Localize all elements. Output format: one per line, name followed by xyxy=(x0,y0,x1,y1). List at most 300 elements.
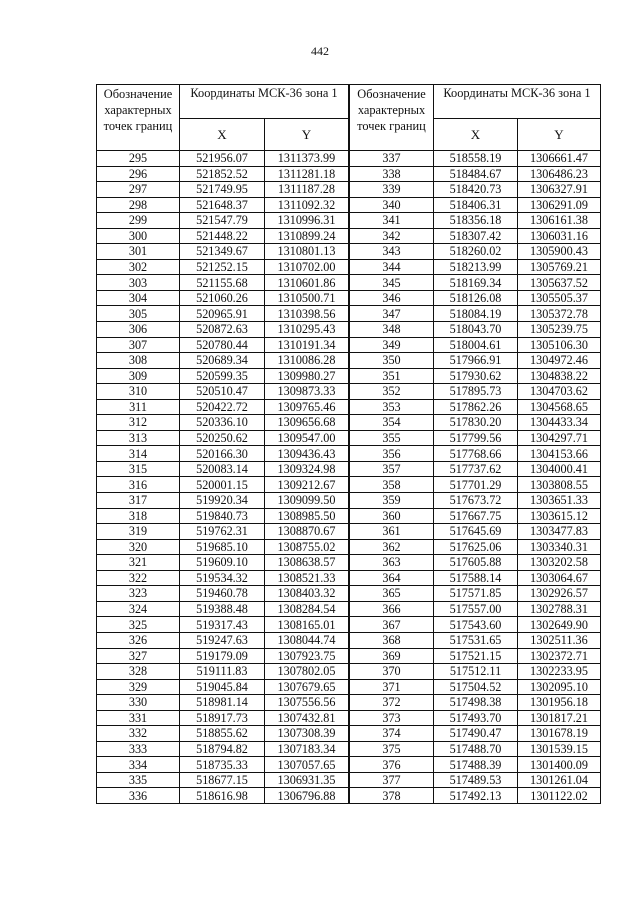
table-row xyxy=(97,508,349,524)
point-number-cell: 375 xyxy=(350,741,434,757)
point-number-cell: 305 xyxy=(97,306,180,322)
coordinates-table-left xyxy=(96,84,349,804)
point-number-cell: 371 xyxy=(350,679,434,695)
y-coordinate-cell: 1303615.12 xyxy=(518,508,601,524)
table-row xyxy=(97,726,349,742)
point-number-cell: 369 xyxy=(350,648,434,664)
x-coordinate-cell: 519247.63 xyxy=(180,632,265,648)
x-coordinate-cell: 521349.67 xyxy=(180,244,265,260)
table-row xyxy=(97,446,349,462)
y-coordinate-cell: 1310398.56 xyxy=(265,306,349,322)
y-coordinate-cell: 1307308.39 xyxy=(265,726,349,742)
table-row xyxy=(350,384,601,400)
x-coordinate-cell: 520250.62 xyxy=(180,430,265,446)
point-number-cell: 350 xyxy=(350,353,434,369)
table-row xyxy=(97,679,349,695)
table-row xyxy=(350,275,601,291)
y-coordinate-cell: 1304703.62 xyxy=(518,384,601,400)
point-number-cell: 342 xyxy=(350,228,434,244)
y-coordinate-cell: 1306327.91 xyxy=(518,182,601,198)
point-number-cell: 363 xyxy=(350,555,434,571)
table-row xyxy=(97,539,349,555)
table-row xyxy=(97,664,349,680)
x-coordinate-cell: 517701.29 xyxy=(434,477,518,493)
point-number-cell: 355 xyxy=(350,430,434,446)
table-row xyxy=(350,772,601,788)
y-coordinate-cell: 1309656.68 xyxy=(265,415,349,431)
table-row xyxy=(97,197,349,213)
header-y: Y xyxy=(265,119,349,151)
x-coordinate-cell: 519388.48 xyxy=(180,601,265,617)
point-number-cell: 306 xyxy=(97,322,180,338)
x-coordinate-cell: 517673.72 xyxy=(434,493,518,509)
y-coordinate-cell: 1308870.67 xyxy=(265,524,349,540)
point-number-cell: 303 xyxy=(97,275,180,291)
coordinates-table-right xyxy=(349,84,601,804)
table-row xyxy=(350,461,601,477)
y-coordinate-cell: 1306161.38 xyxy=(518,213,601,229)
point-number-cell: 377 xyxy=(350,772,434,788)
point-number-cell: 368 xyxy=(350,632,434,648)
point-number-cell: 297 xyxy=(97,182,180,198)
table-row xyxy=(350,244,601,260)
x-coordinate-cell: 519685.10 xyxy=(180,539,265,555)
y-coordinate-cell: 1307556.56 xyxy=(265,695,349,711)
point-number-cell: 300 xyxy=(97,228,180,244)
point-number-cell: 354 xyxy=(350,415,434,431)
table-row xyxy=(97,757,349,773)
table-row xyxy=(97,601,349,617)
table-row xyxy=(97,384,349,400)
table-row xyxy=(350,741,601,757)
header-coord-system: Координаты МСК-36 зона 1 xyxy=(434,85,601,119)
y-coordinate-cell: 1301956.18 xyxy=(518,695,601,711)
x-coordinate-cell: 519920.34 xyxy=(180,493,265,509)
y-coordinate-cell: 1308755.02 xyxy=(265,539,349,555)
x-coordinate-cell: 518794.82 xyxy=(180,741,265,757)
x-coordinate-cell: 521648.37 xyxy=(180,197,265,213)
x-coordinate-cell: 520872.63 xyxy=(180,322,265,338)
x-coordinate-cell: 520780.44 xyxy=(180,337,265,353)
y-coordinate-cell: 1309436.43 xyxy=(265,446,349,462)
table-row xyxy=(350,290,601,306)
y-coordinate-cell: 1310801.13 xyxy=(265,244,349,260)
x-coordinate-cell: 521547.79 xyxy=(180,213,265,229)
x-coordinate-cell: 517667.75 xyxy=(434,508,518,524)
x-coordinate-cell: 521749.95 xyxy=(180,182,265,198)
y-coordinate-cell: 1310086.28 xyxy=(265,353,349,369)
point-number-cell: 321 xyxy=(97,555,180,571)
table-row xyxy=(350,757,601,773)
table-row xyxy=(97,710,349,726)
x-coordinate-cell: 518126.08 xyxy=(434,290,518,306)
table-row xyxy=(97,275,349,291)
table-row xyxy=(97,166,349,182)
y-coordinate-cell: 1303202.58 xyxy=(518,555,601,571)
y-coordinate-cell: 1304972.46 xyxy=(518,353,601,369)
y-coordinate-cell: 1302372.71 xyxy=(518,648,601,664)
y-coordinate-cell: 1306486.23 xyxy=(518,166,601,182)
point-number-cell: 326 xyxy=(97,632,180,648)
y-coordinate-cell: 1311092.32 xyxy=(265,197,349,213)
point-number-cell: 345 xyxy=(350,275,434,291)
table-row xyxy=(97,586,349,602)
table-body-left xyxy=(97,151,349,804)
y-coordinate-cell: 1303477.83 xyxy=(518,524,601,540)
x-coordinate-cell: 520510.47 xyxy=(180,384,265,400)
point-number-cell: 370 xyxy=(350,664,434,680)
point-number-cell: 340 xyxy=(350,197,434,213)
y-coordinate-cell: 1306291.09 xyxy=(518,197,601,213)
x-coordinate-cell: 517930.62 xyxy=(434,368,518,384)
point-number-cell: 332 xyxy=(97,726,180,742)
x-coordinate-cell: 518406.31 xyxy=(434,197,518,213)
y-coordinate-cell: 1305505.37 xyxy=(518,290,601,306)
table-row xyxy=(350,151,601,167)
point-number-cell: 319 xyxy=(97,524,180,540)
table-row xyxy=(350,555,601,571)
point-number-cell: 328 xyxy=(97,664,180,680)
x-coordinate-cell: 520336.10 xyxy=(180,415,265,431)
y-coordinate-cell: 1307057.65 xyxy=(265,757,349,773)
table-row xyxy=(97,695,349,711)
point-number-cell: 343 xyxy=(350,244,434,260)
table-row xyxy=(97,353,349,369)
table-row xyxy=(97,632,349,648)
y-coordinate-cell: 1308165.01 xyxy=(265,617,349,633)
x-coordinate-cell: 520422.72 xyxy=(180,399,265,415)
x-coordinate-cell: 518981.14 xyxy=(180,695,265,711)
table-row xyxy=(350,415,601,431)
y-coordinate-cell: 1310191.34 xyxy=(265,337,349,353)
y-coordinate-cell: 1306796.88 xyxy=(265,788,349,804)
x-coordinate-cell: 518307.42 xyxy=(434,228,518,244)
y-coordinate-cell: 1302095.10 xyxy=(518,679,601,695)
point-number-cell: 357 xyxy=(350,461,434,477)
table-row xyxy=(350,337,601,353)
table-row xyxy=(350,182,601,198)
table-row xyxy=(350,788,601,804)
table-row xyxy=(97,493,349,509)
y-coordinate-cell: 1309873.33 xyxy=(265,384,349,400)
x-coordinate-cell: 517830.20 xyxy=(434,415,518,431)
point-number-cell: 338 xyxy=(350,166,434,182)
table-row xyxy=(97,477,349,493)
point-number-cell: 309 xyxy=(97,368,180,384)
y-coordinate-cell: 1311187.28 xyxy=(265,182,349,198)
y-coordinate-cell: 1308284.54 xyxy=(265,601,349,617)
point-number-cell: 304 xyxy=(97,290,180,306)
point-number-cell: 317 xyxy=(97,493,180,509)
point-number-cell: 318 xyxy=(97,508,180,524)
y-coordinate-cell: 1301817.21 xyxy=(518,710,601,726)
table-row xyxy=(97,741,349,757)
point-number-cell: 356 xyxy=(350,446,434,462)
y-coordinate-cell: 1305900.43 xyxy=(518,244,601,260)
point-number-cell: 336 xyxy=(97,788,180,804)
table-row xyxy=(97,244,349,260)
point-number-cell: 311 xyxy=(97,399,180,415)
point-number-cell: 360 xyxy=(350,508,434,524)
table-row xyxy=(97,182,349,198)
y-coordinate-cell: 1308403.32 xyxy=(265,586,349,602)
x-coordinate-cell: 517504.52 xyxy=(434,679,518,695)
y-coordinate-cell: 1308044.74 xyxy=(265,632,349,648)
point-number-cell: 339 xyxy=(350,182,434,198)
y-coordinate-cell: 1307432.81 xyxy=(265,710,349,726)
y-coordinate-cell: 1302788.31 xyxy=(518,601,601,617)
x-coordinate-cell: 520001.15 xyxy=(180,477,265,493)
header-x: X xyxy=(434,119,518,151)
table-row xyxy=(350,399,601,415)
y-coordinate-cell: 1301539.15 xyxy=(518,741,601,757)
x-coordinate-cell: 518917.73 xyxy=(180,710,265,726)
point-number-cell: 314 xyxy=(97,446,180,462)
point-number-cell: 351 xyxy=(350,368,434,384)
y-coordinate-cell: 1304568.65 xyxy=(518,399,601,415)
point-number-cell: 298 xyxy=(97,197,180,213)
table-row xyxy=(97,461,349,477)
x-coordinate-cell: 519609.10 xyxy=(180,555,265,571)
table-row xyxy=(97,228,349,244)
point-number-cell: 367 xyxy=(350,617,434,633)
x-coordinate-cell: 521448.22 xyxy=(180,228,265,244)
table-row xyxy=(350,524,601,540)
y-coordinate-cell: 1302233.95 xyxy=(518,664,601,680)
x-coordinate-cell: 517531.65 xyxy=(434,632,518,648)
x-coordinate-cell: 518213.99 xyxy=(434,259,518,275)
y-coordinate-cell: 1301678.19 xyxy=(518,726,601,742)
table-row xyxy=(350,679,601,695)
y-coordinate-cell: 1304000.41 xyxy=(518,461,601,477)
point-number-cell: 376 xyxy=(350,757,434,773)
x-coordinate-cell: 520599.35 xyxy=(180,368,265,384)
x-coordinate-cell: 518420.73 xyxy=(434,182,518,198)
table-row xyxy=(350,695,601,711)
x-coordinate-cell: 518735.33 xyxy=(180,757,265,773)
y-coordinate-cell: 1307802.05 xyxy=(265,664,349,680)
table-row xyxy=(350,430,601,446)
x-coordinate-cell: 517490.47 xyxy=(434,726,518,742)
table-row xyxy=(350,601,601,617)
y-coordinate-cell: 1305637.52 xyxy=(518,275,601,291)
table-row xyxy=(97,322,349,338)
y-coordinate-cell: 1301122.02 xyxy=(518,788,601,804)
point-number-cell: 366 xyxy=(350,601,434,617)
point-number-cell: 378 xyxy=(350,788,434,804)
x-coordinate-cell: 519762.31 xyxy=(180,524,265,540)
point-number-cell: 312 xyxy=(97,415,180,431)
x-coordinate-cell: 518855.62 xyxy=(180,726,265,742)
y-coordinate-cell: 1307923.75 xyxy=(265,648,349,664)
table-row xyxy=(350,508,601,524)
x-coordinate-cell: 517493.70 xyxy=(434,710,518,726)
x-coordinate-cell: 517488.39 xyxy=(434,757,518,773)
table-row xyxy=(97,213,349,229)
point-number-cell: 365 xyxy=(350,586,434,602)
table-row xyxy=(350,493,601,509)
point-number-cell: 323 xyxy=(97,586,180,602)
x-coordinate-cell: 518484.67 xyxy=(434,166,518,182)
x-coordinate-cell: 518356.18 xyxy=(434,213,518,229)
point-number-cell: 352 xyxy=(350,384,434,400)
x-coordinate-cell: 518677.15 xyxy=(180,772,265,788)
point-number-cell: 373 xyxy=(350,710,434,726)
x-coordinate-cell: 521956.07 xyxy=(180,151,265,167)
x-coordinate-cell: 520083.14 xyxy=(180,461,265,477)
y-coordinate-cell: 1311281.18 xyxy=(265,166,349,182)
x-coordinate-cell: 517588.14 xyxy=(434,570,518,586)
table-row xyxy=(97,399,349,415)
point-number-cell: 372 xyxy=(350,695,434,711)
point-number-cell: 316 xyxy=(97,477,180,493)
y-coordinate-cell: 1305239.75 xyxy=(518,322,601,338)
table-row xyxy=(97,570,349,586)
table-row xyxy=(97,259,349,275)
y-coordinate-cell: 1311373.99 xyxy=(265,151,349,167)
point-number-cell: 344 xyxy=(350,259,434,275)
x-coordinate-cell: 517557.00 xyxy=(434,601,518,617)
table-row xyxy=(97,524,349,540)
x-coordinate-cell: 518616.98 xyxy=(180,788,265,804)
table-row xyxy=(350,570,601,586)
x-coordinate-cell: 518004.61 xyxy=(434,337,518,353)
x-coordinate-cell: 517488.70 xyxy=(434,741,518,757)
table-row xyxy=(350,368,601,384)
point-number-cell: 358 xyxy=(350,477,434,493)
y-coordinate-cell: 1304838.22 xyxy=(518,368,601,384)
header-coord-system: Координаты МСК-36 зона 1 xyxy=(180,85,349,119)
table-row xyxy=(350,213,601,229)
y-coordinate-cell: 1305106.30 xyxy=(518,337,601,353)
point-number-cell: 331 xyxy=(97,710,180,726)
point-number-cell: 374 xyxy=(350,726,434,742)
y-coordinate-cell: 1310601.86 xyxy=(265,275,349,291)
point-number-cell: 320 xyxy=(97,539,180,555)
y-coordinate-cell: 1305372.78 xyxy=(518,306,601,322)
y-coordinate-cell: 1303808.55 xyxy=(518,477,601,493)
table-row xyxy=(97,648,349,664)
point-number-cell: 322 xyxy=(97,570,180,586)
x-coordinate-cell: 521852.52 xyxy=(180,166,265,182)
point-number-cell: 325 xyxy=(97,617,180,633)
x-coordinate-cell: 518260.02 xyxy=(434,244,518,260)
table-row xyxy=(350,322,601,338)
point-number-cell: 347 xyxy=(350,306,434,322)
point-number-cell: 327 xyxy=(97,648,180,664)
table-body-right xyxy=(350,151,601,804)
x-coordinate-cell: 518043.70 xyxy=(434,322,518,338)
y-coordinate-cell: 1310295.43 xyxy=(265,322,349,338)
table-row xyxy=(97,788,349,804)
y-coordinate-cell: 1310996.31 xyxy=(265,213,349,229)
y-coordinate-cell: 1309099.50 xyxy=(265,493,349,509)
point-number-cell: 329 xyxy=(97,679,180,695)
y-coordinate-cell: 1306661.47 xyxy=(518,151,601,167)
point-number-cell: 361 xyxy=(350,524,434,540)
y-coordinate-cell: 1309324.98 xyxy=(265,461,349,477)
header-x: X xyxy=(180,119,265,151)
table-row xyxy=(350,228,601,244)
x-coordinate-cell: 517645.69 xyxy=(434,524,518,540)
x-coordinate-cell: 517862.26 xyxy=(434,399,518,415)
header-point-label: Обозначение характерных точек границ xyxy=(97,85,180,151)
point-number-cell: 353 xyxy=(350,399,434,415)
x-coordinate-cell: 519317.43 xyxy=(180,617,265,633)
x-coordinate-cell: 517489.53 xyxy=(434,772,518,788)
y-coordinate-cell: 1308638.57 xyxy=(265,555,349,571)
header-y: Y xyxy=(518,119,601,151)
point-number-cell: 359 xyxy=(350,493,434,509)
table-row xyxy=(97,617,349,633)
point-number-cell: 346 xyxy=(350,290,434,306)
table-row xyxy=(97,337,349,353)
point-number-cell: 333 xyxy=(97,741,180,757)
y-coordinate-cell: 1303340.31 xyxy=(518,539,601,555)
table-row xyxy=(350,726,601,742)
x-coordinate-cell: 517737.62 xyxy=(434,461,518,477)
x-coordinate-cell: 517966.91 xyxy=(434,353,518,369)
x-coordinate-cell: 519840.73 xyxy=(180,508,265,524)
point-number-cell: 362 xyxy=(350,539,434,555)
point-number-cell: 313 xyxy=(97,430,180,446)
table-row xyxy=(97,772,349,788)
x-coordinate-cell: 517543.60 xyxy=(434,617,518,633)
x-coordinate-cell: 520689.34 xyxy=(180,353,265,369)
y-coordinate-cell: 1302511.36 xyxy=(518,632,601,648)
x-coordinate-cell: 517625.06 xyxy=(434,539,518,555)
table-row xyxy=(350,197,601,213)
table-row xyxy=(350,617,601,633)
table-row xyxy=(97,555,349,571)
y-coordinate-cell: 1307679.65 xyxy=(265,679,349,695)
x-coordinate-cell: 518084.19 xyxy=(434,306,518,322)
y-coordinate-cell: 1302926.57 xyxy=(518,586,601,602)
table-row xyxy=(350,710,601,726)
table-row xyxy=(350,539,601,555)
point-number-cell: 337 xyxy=(350,151,434,167)
x-coordinate-cell: 520166.30 xyxy=(180,446,265,462)
point-number-cell: 330 xyxy=(97,695,180,711)
table-row xyxy=(350,632,601,648)
y-coordinate-cell: 1301261.04 xyxy=(518,772,601,788)
y-coordinate-cell: 1308985.50 xyxy=(265,508,349,524)
x-coordinate-cell: 517571.85 xyxy=(434,586,518,602)
point-number-cell: 334 xyxy=(97,757,180,773)
table-row xyxy=(350,353,601,369)
x-coordinate-cell: 518169.34 xyxy=(434,275,518,291)
y-coordinate-cell: 1310899.24 xyxy=(265,228,349,244)
x-coordinate-cell: 517895.73 xyxy=(434,384,518,400)
y-coordinate-cell: 1306031.16 xyxy=(518,228,601,244)
x-coordinate-cell: 517512.11 xyxy=(434,664,518,680)
x-coordinate-cell: 517521.15 xyxy=(434,648,518,664)
table-row xyxy=(350,477,601,493)
point-number-cell: 348 xyxy=(350,322,434,338)
table-row xyxy=(350,648,601,664)
y-coordinate-cell: 1309547.00 xyxy=(265,430,349,446)
table-row xyxy=(350,664,601,680)
y-coordinate-cell: 1304153.66 xyxy=(518,446,601,462)
point-number-cell: 296 xyxy=(97,166,180,182)
point-number-cell: 364 xyxy=(350,570,434,586)
x-coordinate-cell: 518558.19 xyxy=(434,151,518,167)
x-coordinate-cell: 517605.88 xyxy=(434,555,518,571)
y-coordinate-cell: 1309212.67 xyxy=(265,477,349,493)
y-coordinate-cell: 1307183.34 xyxy=(265,741,349,757)
x-coordinate-cell: 520965.91 xyxy=(180,306,265,322)
y-coordinate-cell: 1306931.35 xyxy=(265,772,349,788)
